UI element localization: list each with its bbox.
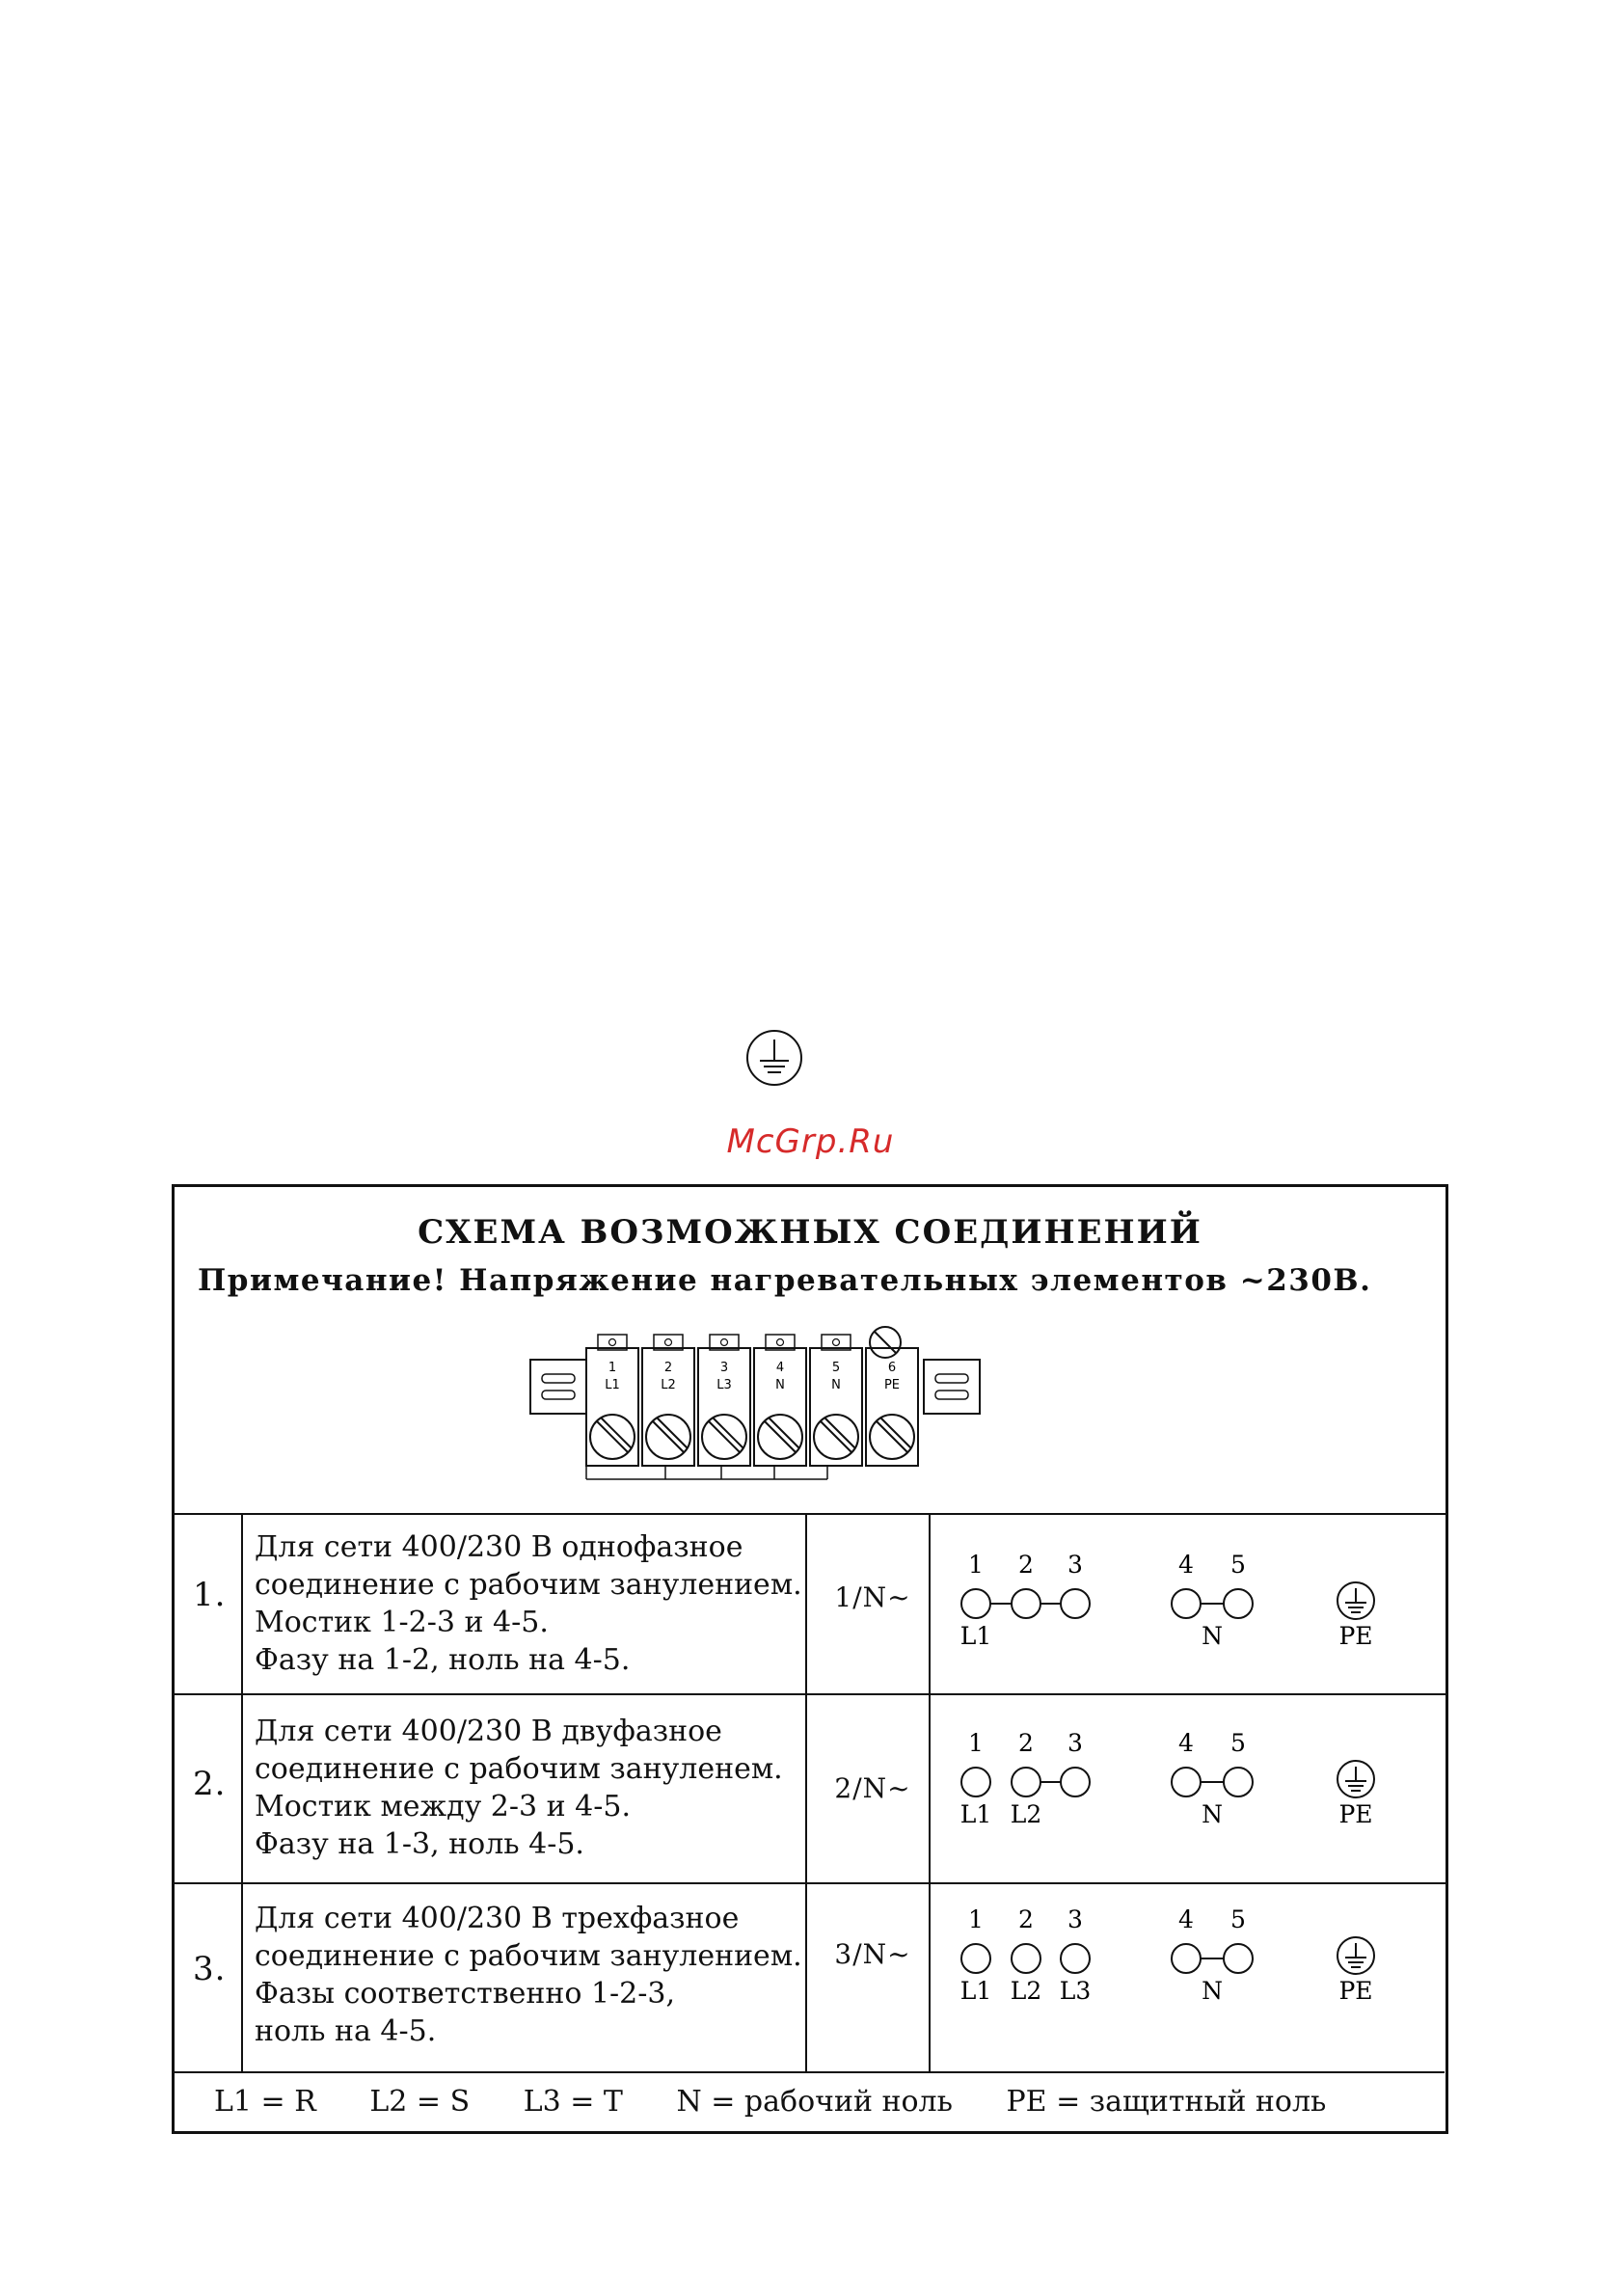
terminal-label: N bbox=[775, 1378, 785, 1392]
description-line: Для сети 400/230 В однофазное bbox=[255, 1530, 743, 1564]
phase-label: PE bbox=[1338, 1622, 1373, 1650]
row-description bbox=[255, 1528, 802, 1679]
row-description bbox=[255, 1713, 783, 1863]
voltage-type: 1/N~ bbox=[834, 1581, 911, 1613]
legend-item: L3 = T bbox=[523, 2085, 623, 2119]
phase-label: PE bbox=[1338, 1800, 1373, 1828]
earth-ground-icon bbox=[1337, 1582, 1374, 1619]
terminal-number-label: 3 bbox=[1067, 1729, 1083, 1757]
row-number: 3. bbox=[193, 1950, 227, 1988]
description-line: Для сети 400/230 В двуфазное bbox=[255, 1715, 722, 1748]
phase-label: L2 bbox=[1010, 1800, 1042, 1828]
description-line: ноль на 4-5. bbox=[255, 2014, 437, 2048]
terminal-number: 3 bbox=[719, 1361, 729, 1375]
earth-ground-icon bbox=[744, 1028, 804, 1088]
terminal-block-diagram bbox=[528, 1321, 982, 1490]
terminal-number: 6 bbox=[887, 1361, 897, 1375]
terminal-number-label: 4 bbox=[1178, 1551, 1194, 1579]
terminal-label: N bbox=[831, 1378, 841, 1392]
phase-label: PE bbox=[1338, 1977, 1373, 2005]
terminal-circle bbox=[1061, 1944, 1090, 1973]
terminal-cell bbox=[586, 1335, 638, 1466]
terminal-circle bbox=[1224, 1589, 1253, 1618]
phase-label: L2 bbox=[1010, 1977, 1042, 2005]
terminal-label: L3 bbox=[716, 1378, 732, 1392]
row-number: 1. bbox=[193, 1576, 227, 1614]
legend-item: PE = защитный ноль bbox=[1006, 2085, 1327, 2119]
terminal-number-label: 5 bbox=[1230, 1551, 1246, 1579]
terminal-label: L2 bbox=[661, 1378, 676, 1392]
voltage-type: 3/N~ bbox=[834, 1938, 911, 1970]
table-divider bbox=[172, 1693, 1448, 1695]
terminal-label: L1 bbox=[605, 1378, 620, 1392]
phase-label: L1 bbox=[959, 1800, 992, 1828]
terminal-cell bbox=[642, 1335, 694, 1466]
earth-ground-icon bbox=[1337, 1761, 1374, 1797]
terminal-label: PE bbox=[883, 1378, 901, 1392]
terminal-circle bbox=[1061, 1589, 1090, 1618]
terminal-number-label: 3 bbox=[1067, 1551, 1083, 1579]
terminal-number-label: 5 bbox=[1230, 1905, 1246, 1933]
terminal-circle bbox=[1172, 1944, 1201, 1973]
terminal-cell bbox=[698, 1335, 750, 1466]
terminal-number-label: 2 bbox=[1018, 1905, 1034, 1933]
terminal-number: 4 bbox=[775, 1361, 785, 1375]
legend-item: L1 = R bbox=[214, 2085, 316, 2119]
table-divider bbox=[241, 1513, 243, 2073]
connection-diagram bbox=[940, 1548, 1461, 1659]
description-line: соединение с рабочим занулением. bbox=[255, 1939, 802, 1973]
connection-diagram bbox=[940, 1903, 1461, 2013]
legend-item: N = рабочий ноль bbox=[676, 2085, 953, 2119]
phase-label: N bbox=[1202, 1800, 1223, 1828]
row-description bbox=[255, 1900, 802, 2050]
terminal-number-label: 2 bbox=[1018, 1551, 1034, 1579]
terminal-circle bbox=[1224, 1944, 1253, 1973]
legend-item: L2 = S bbox=[369, 2085, 471, 2119]
terminal-number-label: 5 bbox=[1230, 1729, 1246, 1757]
table-divider bbox=[805, 1513, 807, 2073]
scheme-title: СХЕМА ВОЗМОЖНЫХ СОЕДИНЕНИЙ bbox=[418, 1213, 1202, 1252]
terminal-circle bbox=[1061, 1768, 1090, 1796]
phase-label: L1 bbox=[959, 1977, 992, 2005]
terminal-circle bbox=[1012, 1768, 1040, 1796]
terminal-cell bbox=[866, 1348, 918, 1466]
terminal-number: 1 bbox=[608, 1361, 617, 1375]
terminal-number-label: 1 bbox=[968, 1551, 984, 1579]
terminal-circle bbox=[961, 1589, 990, 1618]
terminal-circle bbox=[1172, 1768, 1201, 1796]
terminal-cell bbox=[754, 1335, 806, 1466]
description-line: Мостик между 2-3 и 4-5. bbox=[255, 1790, 632, 1823]
voltage-note: Примечание! Напряжение нагревательных элементов ~230В. bbox=[198, 1263, 1372, 1298]
description-line: Фазу на 1-2, ноль на 4-5. bbox=[255, 1643, 631, 1677]
table-divider bbox=[172, 1513, 1448, 1515]
terminal-circle bbox=[961, 1944, 990, 1973]
description-line: Мостик 1-2-3 и 4-5. bbox=[255, 1606, 549, 1639]
earth-ground-icon bbox=[1337, 1937, 1374, 1974]
terminal-circle bbox=[1172, 1589, 1201, 1618]
legend bbox=[214, 2085, 1326, 2119]
terminal-number: 5 bbox=[831, 1361, 841, 1375]
phase-label: L3 bbox=[1059, 1977, 1092, 2005]
connection-diagram bbox=[940, 1726, 1461, 1837]
row-number: 2. bbox=[193, 1765, 227, 1803]
description-line: Фазы соответственно 1-2-3, bbox=[255, 1977, 676, 2011]
terminal-number-label: 2 bbox=[1018, 1729, 1034, 1757]
phase-label: N bbox=[1202, 1977, 1223, 2005]
table-divider bbox=[172, 1882, 1448, 1884]
voltage-type: 2/N~ bbox=[834, 1772, 911, 1804]
terminal-number-label: 3 bbox=[1067, 1905, 1083, 1933]
terminal-circle bbox=[1012, 1944, 1040, 1973]
watermark: McGrp.Ru bbox=[726, 1122, 895, 1161]
terminal-number: 2 bbox=[663, 1361, 673, 1375]
terminal-number-label: 1 bbox=[968, 1729, 984, 1757]
terminal-circle bbox=[1224, 1768, 1253, 1796]
description-line: Для сети 400/230 В трехфазное bbox=[255, 1902, 740, 1935]
phase-label: N bbox=[1202, 1622, 1223, 1650]
description-line: Фазу на 1-3, ноль 4-5. bbox=[255, 1827, 584, 1861]
phase-label: L1 bbox=[959, 1622, 992, 1650]
description-line: соединение с рабочим зануленем. bbox=[255, 1752, 783, 1786]
terminal-cell bbox=[810, 1335, 862, 1466]
terminal-circle bbox=[1012, 1589, 1040, 1618]
terminal-circle bbox=[961, 1768, 990, 1796]
description-line: соединение с рабочим занулением. bbox=[255, 1568, 802, 1602]
terminal-number-label: 4 bbox=[1178, 1905, 1194, 1933]
terminal-number-label: 4 bbox=[1178, 1729, 1194, 1757]
terminal-number-label: 1 bbox=[968, 1905, 984, 1933]
table-divider bbox=[172, 2071, 1445, 2073]
